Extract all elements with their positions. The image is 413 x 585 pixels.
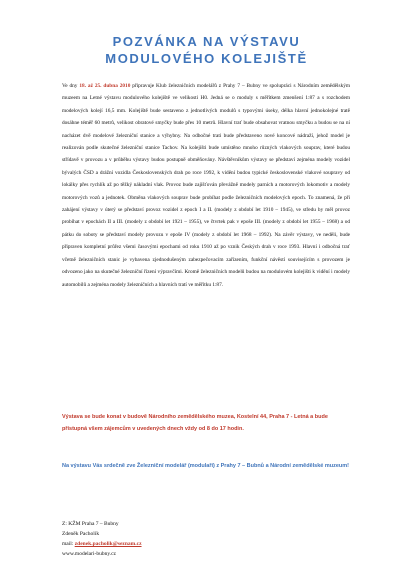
contact-org: Z: KŽM Praha 7 – Bubny (62, 521, 119, 527)
main-pre: Ve dny (62, 83, 80, 89)
title-line-1: POZVÁNKA NA VÝSTAVU (112, 34, 301, 49)
main-text: připravuje Klub železničních modelářů z Prahy 7 – Bubny ve spolupráci s Národním zemědělským muzeem na Letné výstavu modulového kolejiště ve velikosti H0. Jedná se o moduly s měřítkem zmenšení 1:87 a s rozchodem modelových kolejí 16,5 mm. Kolejiště bude sestaveno z jednotlivých modulů s typovými úseky, délka hlavní jednokolejné tratě dosáhne téměř 60 metrů, velikost obratové smyčky bude přes 10 metrů. Hlavní trať bude obsahovat vratnou smyčku a budou se na ní nacházet dvě modelové železniční stanice a výhybny. Na odbočné trati bude představeno nové koncové nádraží, jehož model je realizován podle skutečné železniční stanice Tachov. Na kolejišti bude umístěno mnoho různých vlakových souprav, které budou střídavě v provozu a v průběhu výstavy budou postupně obměňovány. Návštěvníkům výstavy se představí zejména modely vozidel bývalých ČSD a drážní vozidla Československých drah po roce 1992, k vidění budou typické československé vlakové soupravy od lokálky přes rychlík až po těžký nákladní vlak. Provoz bude zajišťován převážně modely parních a motorových lokomotiv a modely motorových vozů a jednotek. Obměna vlakových souprav bude probíhat podle železničních modelových epoch. To znamená, že při zahájení výstavy v úterý se představí provoz vozidel z epoch I a II. (modely z období let 1910 – 1945), ve středu by měl provoz probíhat v epochách II a III. (modely z období let 1921 – 1955), ve čtvrtek pak v epoše III. (modely z období let 1955 – 1968) a od pátku do soboty se představí modely provozu v epoše IV (modely z období let 1968 – 1992). Na závěr výstavy, ve neděli, bude připraven kompletní průřez všemi časovými epochami od roku 1910 až po vznik Českých drah v roce 1993. Hlavní i odbočná trať včetně železničních stanic je vybavena zjednodušeným zabezpečovacím zařízením, funkční návěstí souvisejícím s provozem je odvozeno jako na skutečné železniční řízení výpravčími. Kromě železničních modelů budou na modulovém kolejišti k vidění i modely automobilů a zejména modely železničních a hlavních tratí ve měřítku 1:87. (62, 83, 350, 288)
contact-block (62, 519, 262, 559)
mail-label: mail: (62, 541, 75, 547)
website-link[interactable]: www.modelari-bubny.cz (62, 551, 116, 557)
invitation-paragraph: Výstava se bude konat v budově Národního zemědělského muzea, Kostelní 44, Praha 7 - Letná a bude přístupná všem zájemcům v uvedených dnech vždy od 8 do 17 hodin. (62, 414, 328, 432)
contact-name: Zdeněk Pacholík (62, 531, 100, 537)
main-paragraph (62, 80, 350, 291)
event-dates: 18. až 25. dubna 2010 (79, 83, 131, 89)
thanks-paragraph: Na výstavu Vás srdečně zve Železniční modelář (modulaři) z Prahy 7 – Bubnů a Národní zemědělské muzeum! (62, 463, 350, 469)
email-link[interactable]: zdenek.pacholik@seznam.cz (74, 541, 142, 547)
contact-mail-row (62, 539, 262, 549)
title-line-2: MODULOVÉHO KOLEJIŠTĚ (105, 51, 308, 66)
